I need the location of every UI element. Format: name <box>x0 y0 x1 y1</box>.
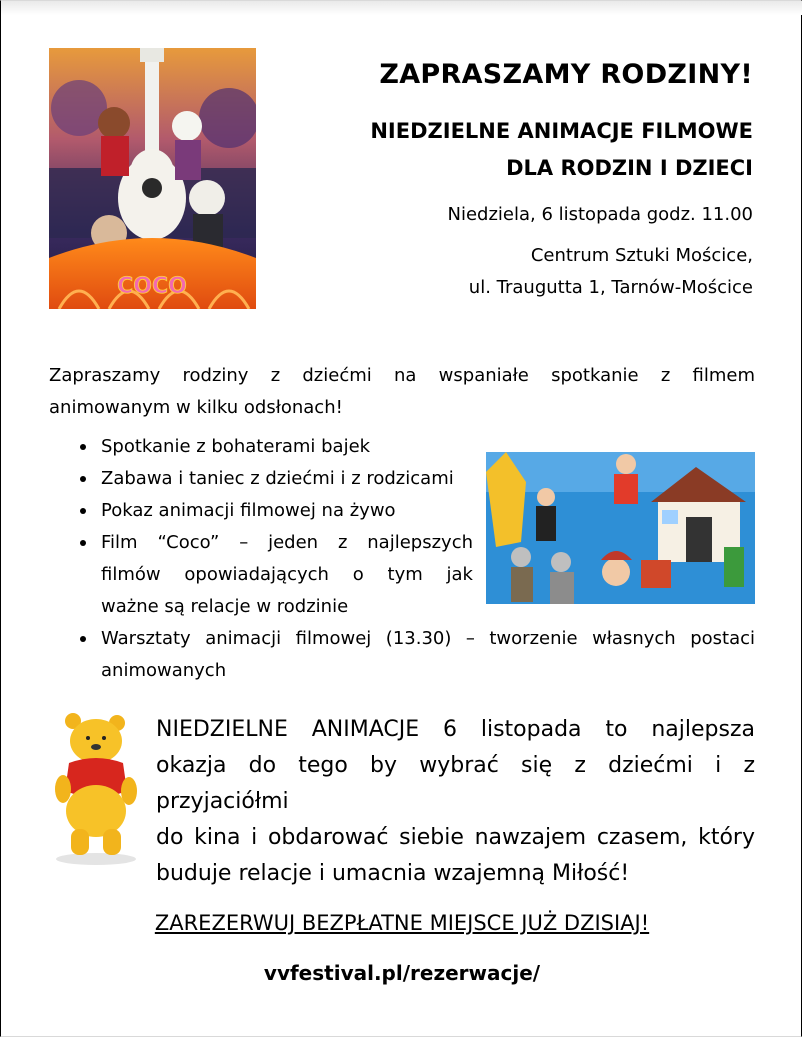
coco-poster-image <box>49 48 256 309</box>
list-item-text: animowanych <box>101 660 227 681</box>
bullet <box>80 444 86 450</box>
reservation-call-to-action: ZAREZERWUJ BEZPŁATNE MIEJSCE JUŻ DZISIAJ! <box>154 911 650 935</box>
list-item-text: Zabawa i taniec z dziećmi i z rodzicami <box>101 468 454 489</box>
list-item-text: Film “Coco” – jeden z najlepszych <box>101 532 473 553</box>
paragraph-line-1: NIEDZIELNE ANIMACJE 6 listopada to najlepsza <box>156 717 755 742</box>
paper-animation-image <box>486 452 755 604</box>
bullet <box>80 508 86 514</box>
paragraph-line-3: do kina i obdarować siebie nawzajem czasem, który <box>156 825 755 850</box>
list-item <box>49 623 755 687</box>
reservation-link[interactable]: vvfestival.pl/rezerwacje/ <box>263 961 541 985</box>
bullet <box>80 476 86 482</box>
intro-line-2: animowanym w kilku odsłonach! <box>49 397 343 418</box>
list-item-text: Warsztaty animacji filmowej (13.30) – tworzenie własnych postaci <box>101 628 755 649</box>
winnie-the-pooh-image <box>51 711 141 866</box>
list-item-text: Spotkanie z bohaterami bajek <box>101 436 371 457</box>
list-item-text: Pokaz animacji filmowej na żywo <box>101 500 396 521</box>
coco-logo: COCO <box>117 274 187 299</box>
list-item-text: filmów opowiadających o tym jak <box>101 564 473 585</box>
bullet <box>80 540 86 546</box>
list-item-text: ważne są relacje w rodzinie <box>101 596 349 617</box>
bullet <box>80 636 86 642</box>
subtitle-line-1: NIEDZIELNE ANIMACJE FILMOWE <box>370 119 753 143</box>
paragraph-line-4: buduje relacje i umacnia wzajemną Miłość! <box>156 861 630 886</box>
top-shade <box>1 1 802 15</box>
intro-text <box>49 360 755 424</box>
paragraph-line-2: okazja do tego by wybrać się z dziećmi i z przyjaciółmi <box>156 753 755 814</box>
invitation-paragraph <box>156 712 755 892</box>
venue-name: Centrum Sztuki Mościce, <box>530 245 753 266</box>
page-title: ZAPRASZAMY RODZINY! <box>379 59 753 90</box>
intro-line-1: Zapraszamy rodziny z dziećmi na wspaniałe spotkanie z filmem <box>49 365 755 386</box>
venue-address: ul. Traugutta 1, Tarnów-Mościce <box>468 277 753 298</box>
event-date: Niedziela, 6 listopada godz. 11.00 <box>447 204 753 225</box>
subtitle-line-2: DLA RODZIN I DZIECI <box>506 156 753 180</box>
